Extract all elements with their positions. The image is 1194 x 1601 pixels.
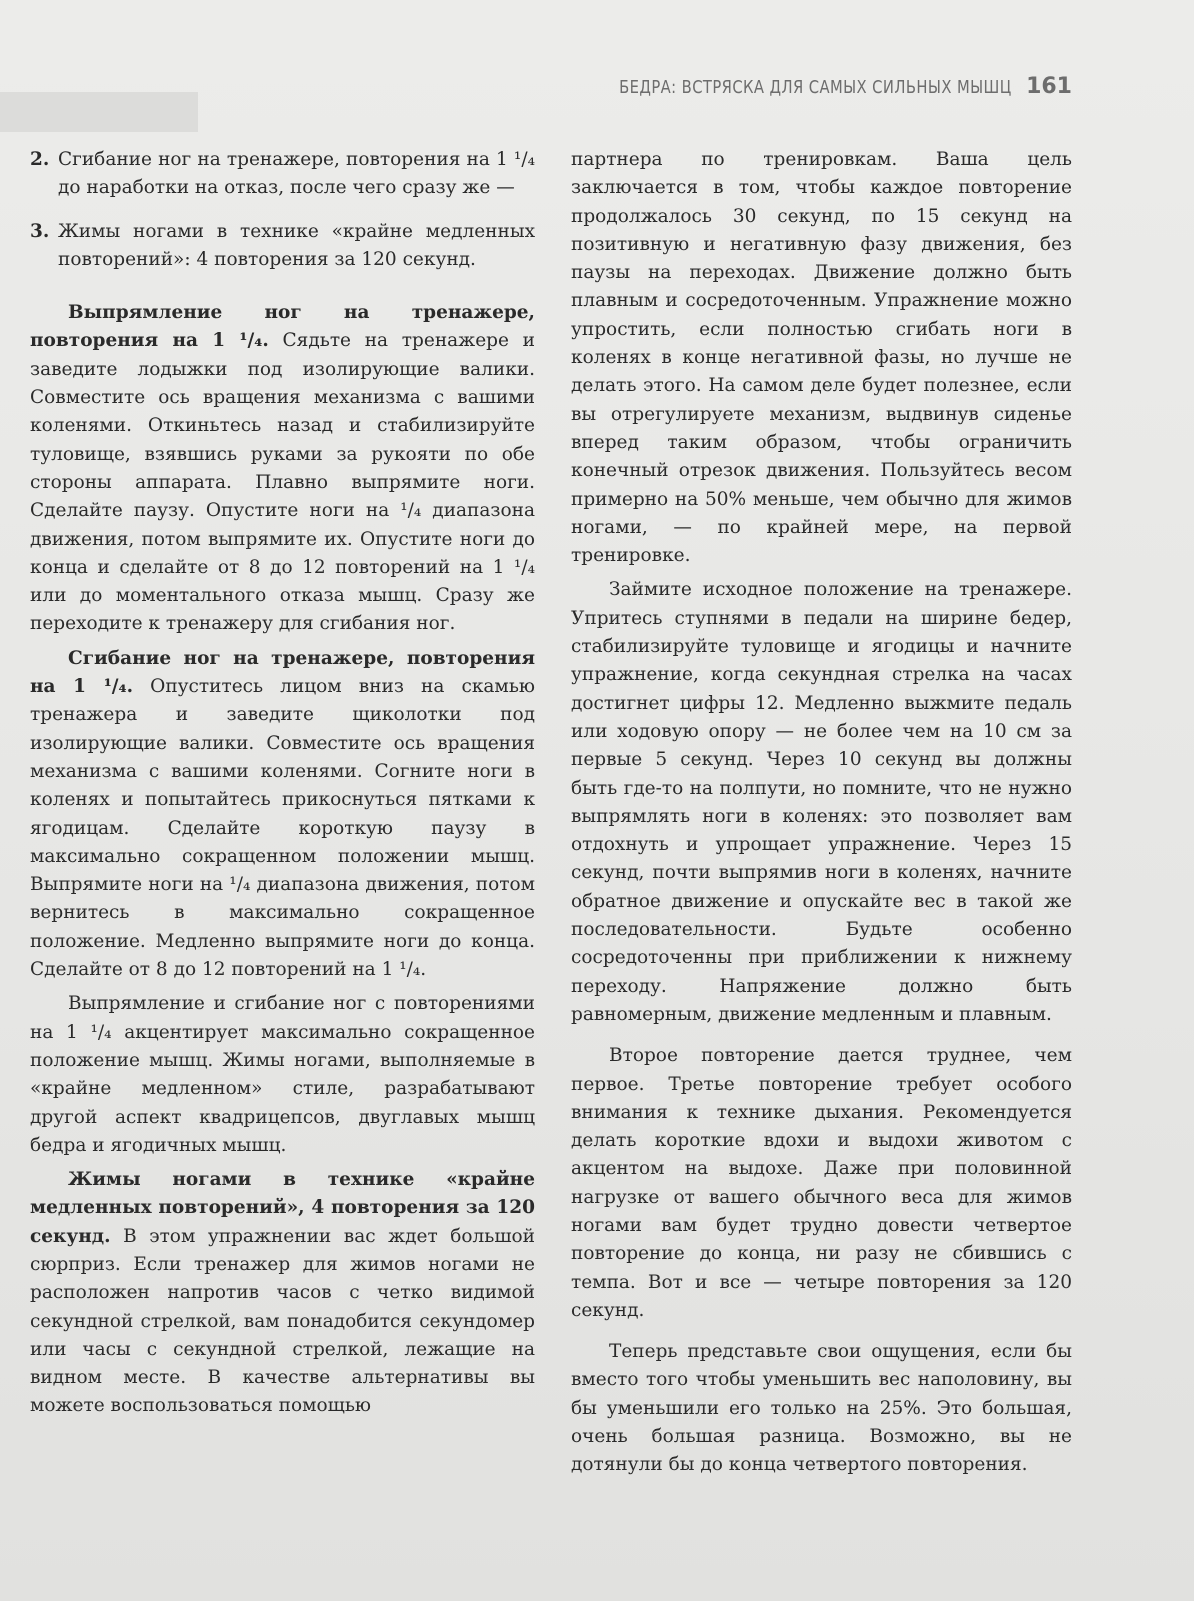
left-column: [30, 146, 535, 1427]
list-number: 2.: [30, 149, 50, 170]
paragraph-heading: Сгибание ног на тренажере, повторения на 1 ¹/₄.: [30, 647, 535, 698]
paragraph-leg-curl: [30, 645, 535, 985]
paragraph-heading: Жимы ногами в технике «крайне медленных повторений», 4 повторения за 120 секунд.: [30, 1169, 535, 1247]
right-column: [571, 146, 1072, 1486]
paragraph-starting-position: Займите исходное положение на тренажере. Упритесь ступнями в педали на ширине бедер, стабилизируйте туловище и ягодицы и начните упражнение, когда секундная стрелка на часах достигнет цифры 12. Медленно выжмите педаль или ходовую опору — не более чем на 10 см за первые 5 секунд. Через 10 секунд вы должны быть где-то на полпути, но помните, что не нужно выпрямлять ноги в коленях: это позволяет вам отдохнуть и упрощает упражнение. Через 15 секунд, почти выпрямив ноги в коленях, начните обратное движение и опускайте вес в такой же последовательности. Будьте особенно сосредоточенны при приближении к нижнему переходу. Напряжение должно быть равномерным, движение медленным и плавным.: [571, 579, 1072, 1025]
page-number: 161: [1026, 74, 1072, 99]
paragraph-leg-extension: [30, 299, 535, 639]
list-item: [30, 146, 535, 203]
paragraph-summary: Выпрямление и сгибание ног с повторениями на 1 ¹/₄ акцентирует максимально сокращенное положение мышц. Жимы ногами, выполняемые в «крайне медленном» стиле, разрабатывают другой аспект квадрицепсов, двуглавых мышц бедра и ягодичных мышц.: [30, 993, 535, 1156]
paragraph-imagine: Теперь представьте свои ощущения, если бы вместо того чтобы уменьшить вес наполовину, вы бы уменьшили его только на 25%. Это большая, очень большая разница. Возможно, вы не дотянули бы до конца четвертого повторения.: [571, 1341, 1072, 1476]
paragraph-leg-press: [30, 1166, 535, 1421]
paragraph-continued: партнера по тренировкам. Ваша цель заключается в том, чтобы каждое повторение продолжалось 30 секунд, по 15 секунд на позитивную и негативную фазу движения, без паузы на переходах. Движение должно быть плавным и сосредоточенным. Упражнение можно упростить, если полностью сгибать ноги в коленях в конце негативной фазы, но лучше не делать этого. На самом деле будет полезнее, если вы отрегулируете механизм, выдвинув сиденье вперед таким образом, чтобы ограничить конечный отрезок движения. Пользуйтесь весом примерно на 50% меньше, чем обычно для жимов ногами, — по крайней мере, на первой тренировке.: [571, 149, 1072, 567]
list-item: [30, 218, 535, 275]
paragraph-body: В этом упражнении вас ждет большой сюрприз. Если тренажер для жимов ногами не расположен напротив часов с четко видимой секундной стрелкой, вам понадобится секундомер или часы с секундной стрелкой, лежащие на видном месте. В качестве альтернативы вы можете воспользоваться помощью: [30, 1225, 535, 1417]
list-text: Жимы ногами в технике «крайне медленных повторений»: 4 повторения за 120 секунд.: [58, 220, 535, 270]
running-head: БЕДРА: ВСТРЯСКА ДЛЯ САМЫХ СИЛЬНЫХ МЫШЦ: [619, 77, 1013, 98]
list-number: 3.: [30, 220, 50, 242]
paragraph-second-rep: Второе повторение дается труднее, чем первое. Третье повторение требует особого внимания к технике дыхания. Рекомендуется делать короткие вдохи и выдохи животом с акцентом на выдохе. Даже при половинной нагрузке от вашего обычного веса для жимов ногами вам будет трудно довести четвертое повторение до конца, ни разу не сбившись с темпа. Вот и все — четыре повторения за 120 секунд.: [571, 1045, 1072, 1321]
list-text: Сгибание ног на тренажере, повторения на 1 ¹/₄ до наработки на отказ, после чего сразу же —: [58, 149, 535, 199]
corner-shade: [0, 92, 198, 132]
paragraph-body: Сядьте на тренажере и заведите лодыжки под изолирующие валики. Совместите ось вращения механизма с вашими коленями. Откиньтесь назад и стабилизируйте туловище, взявшись руками за рукояти по обе стороны аппарата. Плавно выпрямите ноги. Сделайте паузу. Опустите ноги на ¹/₄ диапазона движения, потом выпрямите их. Опустите ноги до конца и сделайте от 8 до 12 повторений на 1 ¹/₄ или до моментального отказа мышц. Сразу же переходите к тренажеру для сгибания ног.: [30, 330, 535, 635]
page-header: [533, 74, 1072, 99]
paragraph-body: Опуститесь лицом вниз на скамью тренажера и заведите щиколотки под изолирующие валики. Совместите ось вращения механизма с вашими коленями. Согните ноги в коленях и попытайтесь прикоснуться пятками к ягодицам. Сделайте короткую паузу в максимально сокращенном положении мышц. Выпрямите ноги на ¹/₄ диапазона движения, потом вернитесь в максимально сокращенное положение. Медленно выпрямите ноги до конца. Сделайте от 8 до 12 повторений на 1 ¹/₄.: [30, 676, 535, 981]
paragraph-heading: Выпрямление ног на тренажере, повторения на 1 ¹/₄.: [30, 302, 535, 352]
